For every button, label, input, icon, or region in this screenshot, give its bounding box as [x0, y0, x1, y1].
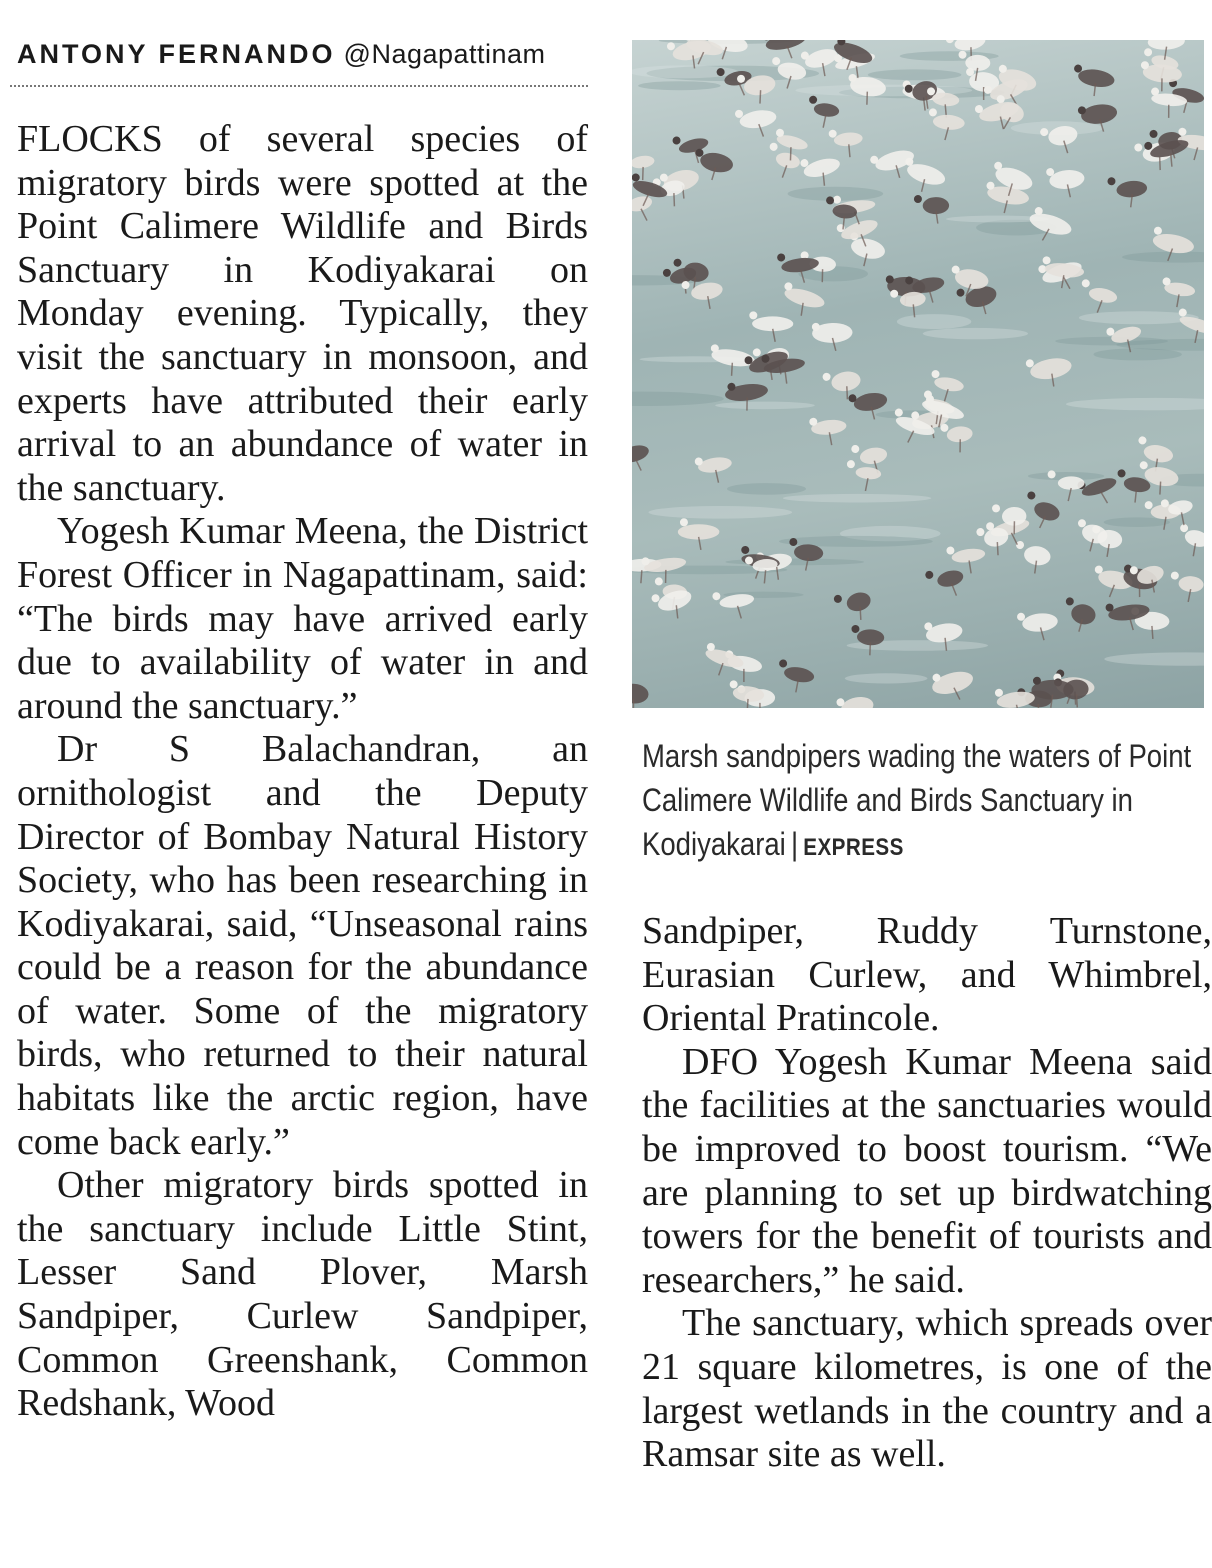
wading-bird: [734, 104, 779, 140]
paragraph-species-list: Other migratory birds spotted in the sanctuary include Little Stint, Lesser Sand Plover, Marsh Sandpiper, Curlew Sandpiper, Common Greenshank, Common Redshank, Wood: [17, 1164, 588, 1425]
article-column-1: [17, 118, 588, 1426]
water-ripple: [923, 328, 1028, 339]
water-ripple: [727, 483, 806, 495]
wading-bird: [809, 414, 849, 447]
paragraph-species-continued: Sandpiper, Ruddy Turnstone, Eurasian Curlew, and Whimbrel, Oriental Pratincole.: [642, 910, 1212, 1040]
wading-bird: [828, 127, 864, 159]
wading-bird: [848, 388, 890, 423]
wading-bird: [799, 150, 844, 190]
wading-bird: [678, 518, 720, 550]
wading-bird: [1060, 597, 1098, 635]
wading-bird: [700, 642, 747, 682]
photo-caption: [642, 734, 1201, 870]
article-column-2: [642, 910, 1212, 1477]
water-ripple: [897, 314, 971, 329]
wading-bird: [822, 367, 863, 402]
water-ripple: [1104, 652, 1204, 665]
wading-bird: [762, 40, 811, 64]
wading-bird: [833, 586, 875, 625]
wading-bird: [632, 436, 654, 477]
wading-bird: [1169, 571, 1204, 603]
birds-illustration: [632, 40, 1204, 708]
wading-bird: [694, 452, 734, 485]
wading-bird: [632, 679, 650, 708]
water-ripple: [638, 81, 720, 90]
water-ripple: [868, 69, 962, 80]
wading-bird: [1012, 540, 1053, 575]
wading-bird: [777, 249, 821, 286]
byline: [17, 34, 587, 74]
wading-bird: [806, 95, 841, 129]
water-ripple: [1066, 398, 1204, 410]
author-name: ANTONY FERNANDO: [17, 39, 336, 69]
paragraph-dfo-quote: Yogesh Kumar Meena, the District Forest Officer in Nagapattinam, said: “The birds may have arrived early due to availability of water in and around the sanctuary.”: [17, 510, 588, 727]
wading-bird: [749, 311, 793, 341]
dateline-location: @Nagapattinam: [343, 39, 546, 69]
water-ripple: [648, 506, 792, 519]
water-ripple: [783, 494, 931, 503]
wading-bird: [1173, 523, 1204, 559]
paragraph-sanctuary-size: The sanctuary, which spreads over 21 square kilometres, is one of the largest wetlands in the country and a Ramsar site as well.: [642, 1302, 1212, 1476]
wading-bird: [929, 664, 978, 706]
water-ripple: [1104, 517, 1170, 527]
paragraph-ornithologist-quote: Dr S Balachandran, an ornithologist and the Deputy Director of Bombay Natural History Society, who has been researching in Kodiyakarai, said, “Unseasonal rains could be a reason for the abundance of water. Some of the migratory birds, who returned to their natural habitats like the arctic region, have come back early.”: [17, 728, 588, 1163]
wading-bird: [845, 460, 882, 492]
photo-credit: EXPRESS: [803, 834, 904, 861]
wading-bird: [775, 659, 817, 695]
paragraph-facilities: DFO Yogesh Kumar Meena said the facilities at the sanctuaries would be improved to boost tourism. “We are planning to set up birdwatching towers for the benefit of tourists and researchers,” he said.: [642, 1040, 1212, 1301]
water-ripple: [715, 402, 815, 410]
wading-bird: [1159, 277, 1196, 309]
wading-bird: [914, 195, 949, 224]
wading-bird: [1025, 352, 1075, 391]
wading-bird: [1077, 279, 1120, 316]
caption-text: Marsh sandpipers wading the waters of Point Calimere Wildlife and Birds Sanctuary in Kodiyakarai: [642, 738, 1192, 862]
wading-bird: [1017, 609, 1060, 643]
water-ripple: [632, 392, 724, 406]
wading-bird: [836, 692, 877, 708]
water-ripple: [1122, 252, 1204, 263]
wading-bird: [940, 421, 974, 454]
sandpipers-photo: [632, 40, 1204, 708]
wading-bird: [1071, 518, 1110, 555]
byline-divider: [10, 85, 588, 87]
wading-bird: [924, 563, 967, 602]
wading-bird: [778, 281, 828, 321]
paragraph-intro: FLOCKS of several species of migratory birds were spotted at the Point Calimere Wildlife and Birds Sanctuary in Kodiyakarai on Monday evening. Typically, they visit the sanctuary in monsoon, and experts have attributed their early arrival to an abundance of water in the sanctuary.: [17, 118, 588, 509]
wading-bird: [1070, 64, 1116, 99]
water-ripple: [845, 673, 928, 683]
wading-bird: [1046, 164, 1087, 199]
wading-bird: [850, 625, 884, 656]
caption-separator: |: [790, 826, 799, 862]
wading-bird: [812, 322, 853, 352]
wading-bird: [1107, 174, 1149, 210]
